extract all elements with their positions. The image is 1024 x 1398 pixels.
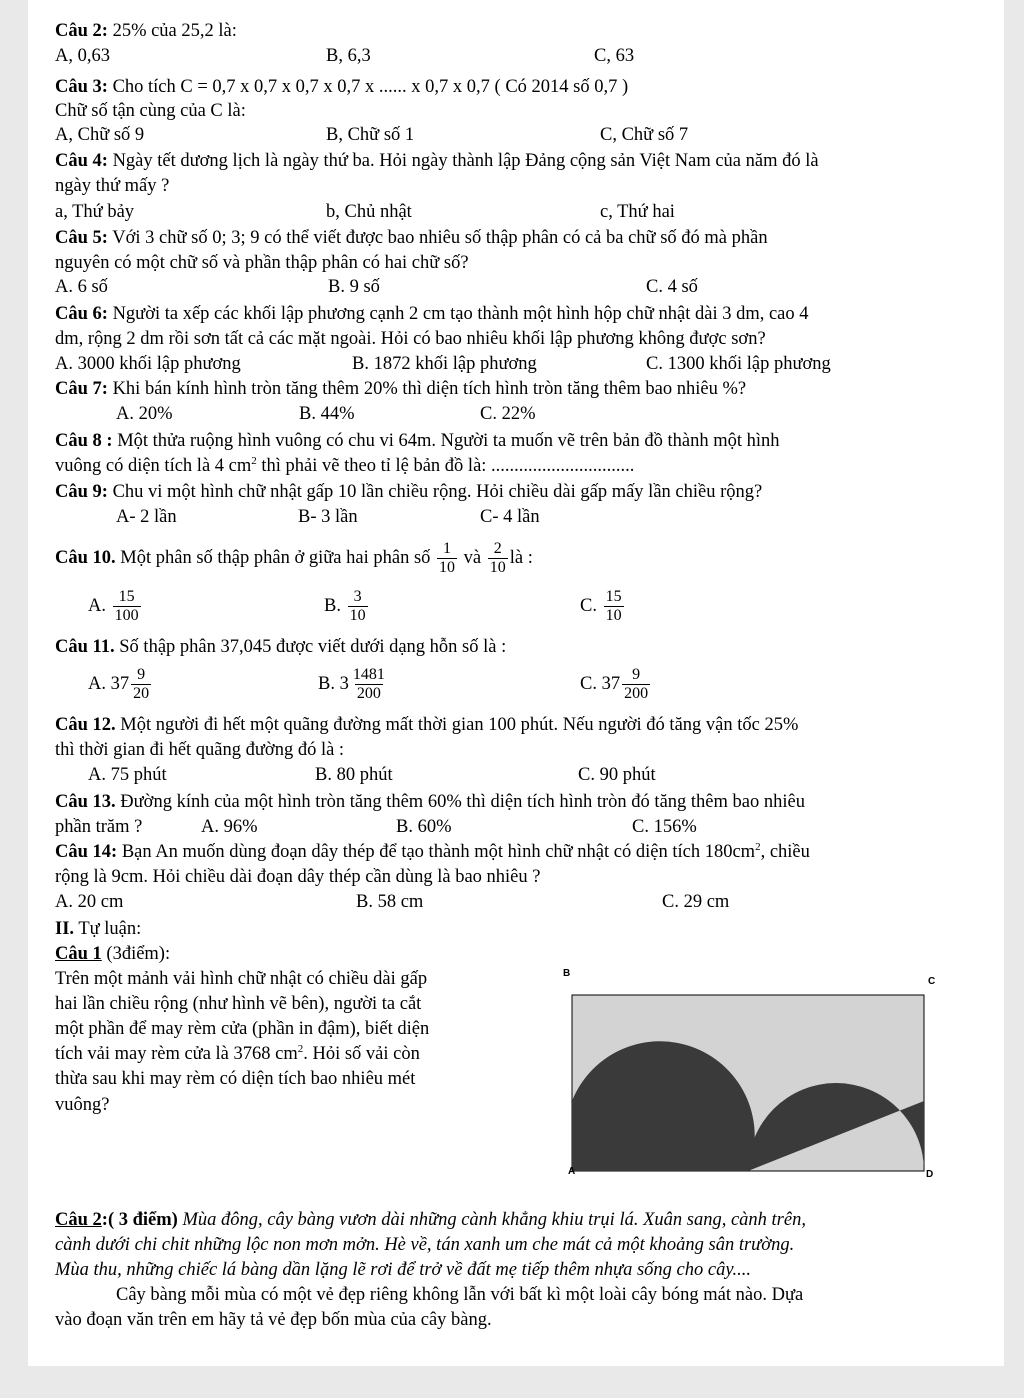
q6-option-b: B. 1872 khối lập phương — [352, 354, 537, 374]
essay-q2-line4: Cây bàng mỗi mùa có một vẻ đẹp riêng không lẫn với bất kì một loài cây bóng mát nào. Dựa — [116, 1285, 804, 1305]
vertex-label-c: C — [928, 976, 936, 987]
essay-q1-line5: thừa sau khi may rèm có diện tích bao nhiêu mét — [55, 1069, 416, 1089]
q14-line2: rộng là 9cm. Hỏi chiều dài đoạn dây thép cần dùng là bao nhiêu ? — [55, 867, 541, 887]
essay-q2-line3: Mùa thu, những chiếc lá bàng dần lặng lẽ rơi để trở về đất mẹ tiếp thêm nhựa sống cho cây.... — [55, 1260, 752, 1280]
q3-option-a: A, Chữ số 9 — [55, 125, 145, 145]
q2-option-b: B, 6,3 — [326, 46, 371, 66]
q7-option-b: B. 44% — [299, 404, 355, 424]
q4-option-a: a, Thứ bảy — [55, 202, 135, 222]
curtain-figure — [560, 960, 950, 1185]
q13-line2: phần trăm ? — [55, 817, 143, 837]
essay-q2-line2: cành dưới chi chit những lộc non mơn mởn. Hè về, tán xanh um che mát cả một khoảng sân trường. — [55, 1235, 795, 1255]
question-8: Câu 8 : Một thửa ruộng hình vuông có chu vi 64m. Người ta muốn vẽ trên bản đồ thành một hình — [55, 431, 780, 451]
question-2: Câu 2: 25% của 25,2 là: — [55, 21, 237, 41]
q3-line2: Chữ số tận cùng của C là: — [55, 101, 246, 121]
q10-option-a: A. $\frac{15}{100}$ — [88, 588, 139, 625]
essay-q1-line4: tích vải may rèm cửa là 3768 $cm^2$. Hỏi số vải còn — [55, 1042, 420, 1064]
q10-option-b: B. $\frac{3}{10}$ — [324, 588, 366, 625]
q4-line2: ngày thứ mấy ? — [55, 176, 170, 196]
q7-option-a: A. 20% — [116, 404, 173, 424]
question-4: Câu 4: Ngày tết dương lịch là ngày thứ ba. Hỏi ngày thành lập Đảng cộng sản Việt Nam của năm đó là — [55, 151, 819, 171]
q13-option-c: C. 156% — [632, 817, 697, 837]
essay-question-2: Câu 2:( 3 điểm) Mùa đông, cây bàng vươn dài những cành khẳng khiu trụi lá. Xuân sang, cành trên, — [55, 1210, 806, 1230]
question-7: Câu 7: Khi bán kính hình tròn tăng thêm 20% thì diện tích hình tròn tăng thêm bao nhiêu %? — [55, 379, 747, 399]
q13-option-a: A. 96% — [201, 817, 258, 837]
question-12: Câu 12. Một người đi hết một quãng đường mất thời gian 100 phút. Nếu người đó tăng vận tốc 25% — [55, 715, 799, 735]
q12-line2: thì thời gian đi hết quãng đường đó là : — [55, 740, 345, 760]
q5-option-b: B. 9 số — [328, 277, 380, 297]
q5-option-c: C. 4 số — [646, 277, 698, 297]
q13-option-b: B. 60% — [396, 817, 452, 837]
q11-option-a: A. 37 $\frac{9}{20}$ — [88, 666, 150, 703]
q7-option-c: C. 22% — [480, 404, 536, 424]
q12-option-c: C. 90 phút — [578, 765, 656, 785]
q3-option-c: C, Chữ số 7 — [600, 125, 689, 145]
q6-option-a: A. 3000 khối lập phương — [55, 354, 241, 374]
q5-option-a: A. 6 số — [55, 277, 108, 297]
question-5: Câu 5: Với 3 chữ số 0; 3; 9 có thể viết được bao nhiêu số thập phân có cả ba chữ số đó mà phần — [55, 228, 768, 248]
q5-line2: nguyên có một chữ số và phần thập phân có hai chữ số? — [55, 253, 469, 273]
essay-question-1: Câu 1 (3điểm): — [55, 944, 171, 964]
q9-option-a: A- 2 lần — [116, 507, 177, 527]
question-11: Câu 11. Số thập phân 37,045 được viết dưới dạng hỗn số là : — [55, 637, 507, 657]
vertex-label-d: D — [926, 1169, 934, 1180]
fraction-1-10: $\frac{1}{10}$ — [439, 540, 456, 576]
fraction-2-10: $\frac{2}{10}$ — [489, 540, 506, 576]
question-10: Câu 10. Một phân số thập phân ở giữa hai phân số $\frac{1}{10}$ và $\frac{2}{10}$ là : — [55, 540, 533, 576]
q2-option-c: C, 63 — [594, 46, 635, 66]
essay-q2-line5: vào đoạn văn trên em hãy tả vẻ đẹp bốn mùa của cây bàng. — [55, 1310, 492, 1330]
q2-option-a: A, 0,63 — [55, 46, 110, 66]
q9-option-c: C- 4 lần — [480, 507, 540, 527]
q12-option-a: A. 75 phút — [88, 765, 167, 785]
q4-option-b: b, Chủ nhật — [326, 202, 412, 222]
question-9: Câu 9: Chu vi một hình chữ nhật gấp 10 lần chiều rộng. Hỏi chiều dài gấp mấy lần chiều rộng? — [55, 482, 763, 502]
question-6: Câu 6: Người ta xếp các khối lập phương cạnh 2 cm tạo thành một hình hộp chữ nhật dài 3 dm, cao 4 — [55, 304, 809, 324]
question-13: Câu 13. Đường kính của một hình tròn tăng thêm 60% thì diện tích hình tròn đó tăng thêm bao nhiêu — [55, 792, 805, 812]
q11-option-b: B. 3 $\frac{1481}{200}$ — [318, 666, 385, 703]
q6-line2: dm, rộng 2 dm rồi sơn tất cả các mặt ngoài. Hỏi có bao nhiêu khối lập phương không được sơn? — [55, 329, 766, 349]
essay-q1-line3: một phần để may rèm cửa (phần in đậm), biết diện — [55, 1019, 430, 1039]
essay-q1-line2: hai lần chiều rộng (như hình vẽ bên), người ta cắt — [55, 994, 422, 1014]
q14-option-a: A. 20 cm — [55, 892, 124, 912]
question-3: Câu 3: Cho tích C = 0,7 x 0,7 x 0,7 x 0,7 x ...... x 0,7 x 0,7 ( Có 2014 số 0,7 ) — [55, 77, 629, 97]
q3-option-b: B, Chữ số 1 — [326, 125, 415, 145]
q14-option-c: C. 29 cm — [662, 892, 730, 912]
q12-option-b: B. 80 phút — [315, 765, 393, 785]
q14-option-b: B. 58 cm — [356, 892, 424, 912]
q8-line2: vuông có diện tích là 4 $cm^2$ thì phải vẽ theo tỉ lệ bản đồ là: ............................... — [55, 454, 635, 476]
question-14: Câu 14: Bạn An muốn dùng đoạn dây thép để tạo thành một hình chữ nhật có diện tích $180cm^2$, chiều — [55, 840, 810, 862]
vertex-label-b: B — [563, 968, 571, 979]
essay-q1-line1: Trên một mảnh vải hình chữ nhật có chiều dài gấp — [55, 969, 428, 989]
section-essay: II. Tự luận: — [55, 919, 142, 939]
vertex-label-a: A — [568, 1166, 576, 1177]
q11-option-c: C. 37 $\frac{9}{200}$ — [580, 666, 649, 703]
q9-option-b: B- 3 lần — [298, 507, 358, 527]
essay-q1-line6: vuông? — [55, 1095, 110, 1115]
exam-page — [28, 0, 1004, 1366]
q10-option-c: C. $\frac{15}{10}$ — [580, 588, 622, 625]
q4-option-c: c, Thứ hai — [600, 202, 675, 222]
q6-option-c: C. 1300 khối lập phương — [646, 354, 831, 374]
